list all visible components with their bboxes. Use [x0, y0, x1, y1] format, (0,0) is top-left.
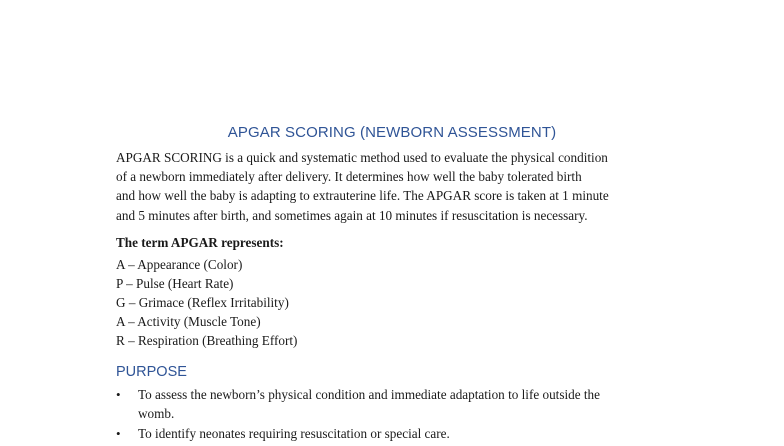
apgar-list-item: R – Respiration (Breathing Effort)	[116, 333, 298, 348]
intro-line: APGAR SCORING is a quick and systematic method used to evaluate the physical condition	[116, 150, 608, 165]
intro-line: and how well the baby is adapting to extrauterine life. The APGAR score is taken at 1 minute	[116, 188, 609, 204]
bullet-icon: •	[116, 426, 121, 441]
purpose-heading: PURPOSE	[116, 364, 187, 380]
purpose-bullet-list	[116, 386, 676, 446]
document-title: APGAR SCORING (NEWBORN ASSESSMENT)	[227, 124, 557, 141]
bullet-line: womb.	[138, 405, 175, 421]
bullet-line: To assess the newborn’s physical condition and immediate adaptation to life outside the	[138, 387, 600, 402]
bullet-line: To identify neonates requiring resuscitation or special care.	[138, 426, 450, 441]
apgar-term-heading: The term APGAR represents:	[116, 235, 284, 250]
apgar-list-item: A – Appearance (Color)	[116, 257, 243, 272]
apgar-list-item: P – Pulse (Heart Rate)	[116, 276, 234, 291]
apgar-list-item: G – Grimace (Reflex Irritability)	[116, 295, 289, 310]
bullet-icon: •	[116, 387, 121, 402]
intro-line: and 5 minutes after birth, and sometimes again at 10 minutes if resuscitation is necessary.	[116, 207, 588, 223]
apgar-list	[116, 255, 297, 350]
purpose-bullet-item	[116, 386, 676, 423]
intro-paragraph	[116, 148, 676, 225]
apgar-list-item: A – Activity (Muscle Tone)	[116, 314, 261, 329]
intro-line: of a newborn immediately after delivery. It determines how well the baby tolerated birth	[116, 169, 582, 185]
